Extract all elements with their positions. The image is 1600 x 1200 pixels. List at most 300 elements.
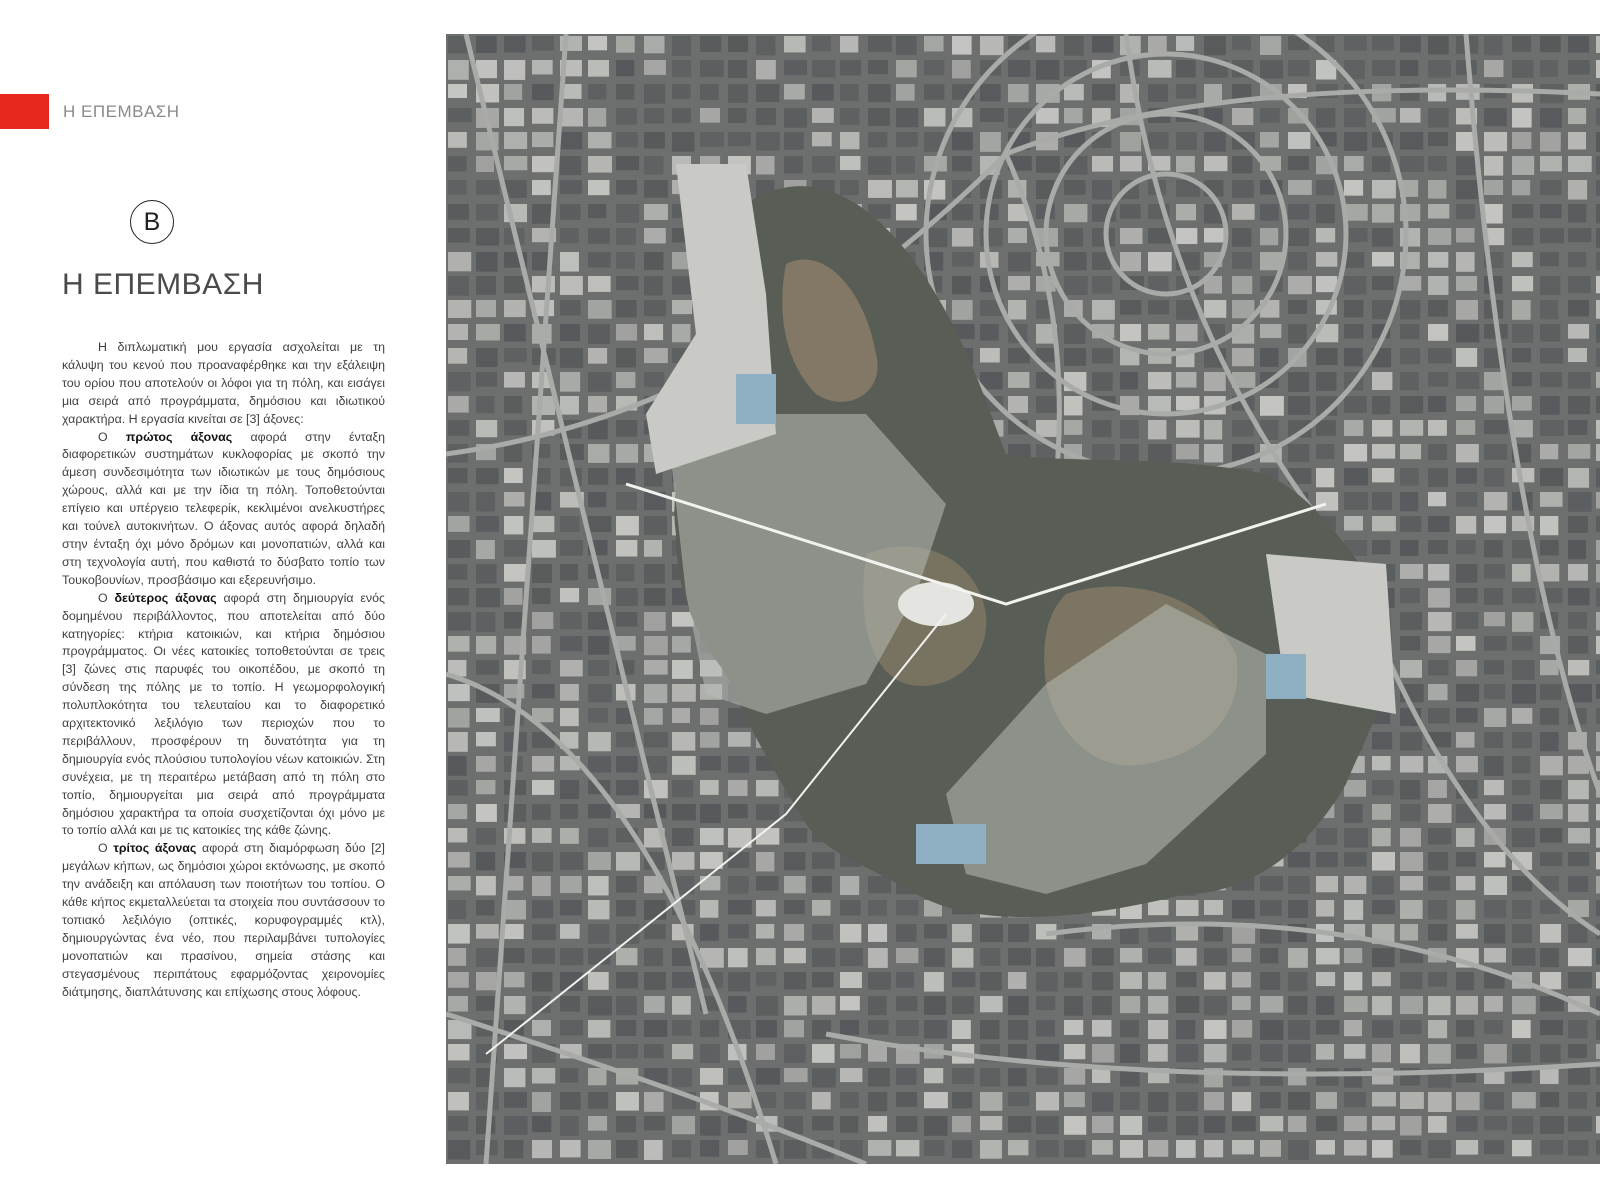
city-block <box>1204 948 1227 966</box>
city-block <box>644 1116 665 1130</box>
paragraph-axis-2: Ο δεύτερος άξονας αφορά στη δημιουργία ενός δομημένου περιβάλλοντος, που αποτελείται από δύο κατηγορίες: κτήρια κατοικιών, και κτήρια δημόσιου προγράμματος. Οι νέες κατοικίες τοποθετούνται σε τρεις [3] ζώνες στις παρυφές του οικοπέδου, με σκοπό τη σύνδεση της πόλης με το τοπίο. Η γεωμορφολογική πολυπλοκότητα του τελευταίου και το διαφορετικό αρχιτεκτονικό λεξιλόγιο των περιοχών που το περιβάλλουν, προσφέρουν τη δυνατότητα για τη δημιουργία ενός πλούσιου τυπολογίου νέων κατοικιών. Στη συνέχεια, με τη περαιτέρω μετάβαση από τη πόλη στο τοπίο, δημιουργείται μια σειρά από προγράμματα δημόσιου χαρακτήρα τα οποία συσχετίζονται όχι μόνο με το τοπίο αλλά και με τις κατοικίες της κάθε ζώνης. <box>62 590 385 838</box>
city-block <box>616 516 639 535</box>
city-block <box>560 300 581 315</box>
city-block <box>1596 732 1600 751</box>
city-block <box>1036 1044 1059 1061</box>
city-block <box>560 564 578 580</box>
city-block <box>504 996 526 1014</box>
city-block <box>1288 876 1310 894</box>
city-block <box>672 132 694 152</box>
city-block <box>1120 1116 1142 1135</box>
city-block <box>1400 516 1421 532</box>
city-block <box>1372 60 1395 76</box>
city-block <box>1148 972 1166 989</box>
city-block <box>476 900 494 915</box>
city-block <box>1092 372 1113 391</box>
city-block <box>644 684 667 703</box>
city-block <box>1316 948 1340 964</box>
city-block <box>1204 156 1227 171</box>
city-block <box>1540 516 1558 535</box>
city-block <box>1568 852 1589 866</box>
city-block <box>1512 348 1531 362</box>
city-block <box>644 708 663 725</box>
city-block <box>504 516 523 534</box>
city-block <box>1596 468 1600 488</box>
city-block <box>476 228 499 246</box>
city-block <box>1596 180 1600 196</box>
city-block <box>616 588 638 606</box>
city-block <box>476 708 500 722</box>
city-block <box>728 756 749 773</box>
city-block <box>1540 156 1562 171</box>
city-block <box>1484 924 1505 944</box>
city-block <box>1204 228 1225 242</box>
city-block <box>1400 924 1418 941</box>
city-block <box>560 228 579 243</box>
city-block <box>1596 564 1600 582</box>
city-block <box>700 1044 720 1063</box>
city-block <box>448 564 467 580</box>
city-block <box>700 84 719 100</box>
city-block <box>1596 900 1600 916</box>
city-block <box>672 780 693 797</box>
city-block <box>1372 468 1394 482</box>
city-block <box>1428 780 1447 798</box>
city-block <box>1232 1092 1251 1111</box>
city-block <box>448 396 469 413</box>
city-block <box>560 108 583 126</box>
city-block <box>1456 828 1475 847</box>
city-block <box>700 780 719 795</box>
city-block <box>1512 36 1531 52</box>
city-block <box>1428 204 1449 219</box>
city-block <box>588 1140 611 1159</box>
city-block <box>1176 396 1199 410</box>
city-block <box>840 1116 858 1133</box>
city-block <box>588 708 608 722</box>
city-block <box>588 684 612 702</box>
city-block <box>616 84 634 100</box>
city-block <box>1512 708 1532 724</box>
city-block <box>1400 156 1424 172</box>
city-block <box>1176 84 1196 99</box>
city-block <box>1456 420 1475 435</box>
city-block <box>1400 540 1418 556</box>
city-block <box>840 84 859 101</box>
city-block <box>1148 1140 1168 1157</box>
city-block <box>728 876 749 894</box>
city-block <box>1512 924 1532 943</box>
city-block <box>532 780 554 795</box>
city-block <box>1484 516 1506 533</box>
city-block <box>896 132 918 147</box>
city-block <box>532 1068 555 1084</box>
city-block <box>700 756 721 770</box>
city-block <box>1316 876 1338 892</box>
city-block <box>1372 828 1391 846</box>
city-block <box>504 1116 528 1135</box>
city-block <box>1344 1044 1366 1059</box>
city-block <box>532 876 551 896</box>
city-block <box>896 1116 917 1132</box>
city-block <box>532 276 555 292</box>
city-block <box>560 612 582 629</box>
city-block <box>1008 396 1028 413</box>
city-block <box>1344 468 1368 485</box>
city-block <box>1540 780 1562 799</box>
city-block <box>1428 828 1451 844</box>
city-block <box>1204 372 1226 391</box>
city-block <box>896 1020 919 1036</box>
city-block <box>672 1140 691 1158</box>
city-block <box>616 156 639 170</box>
city-block <box>728 780 748 796</box>
city-block <box>952 300 973 320</box>
city-block <box>1260 108 1280 123</box>
city-block <box>1568 828 1590 843</box>
city-block <box>1540 684 1561 700</box>
city-block <box>1344 300 1363 317</box>
city-block <box>756 60 776 79</box>
city-block <box>532 180 551 195</box>
city-block <box>1316 108 1335 128</box>
aerial-masterplan-image <box>446 34 1600 1164</box>
city-block <box>448 804 467 819</box>
city-block <box>588 204 606 218</box>
city-block <box>1176 228 1197 244</box>
city-block <box>448 756 467 776</box>
city-block <box>1428 300 1448 317</box>
city-block <box>616 420 637 437</box>
city-block <box>616 1044 638 1058</box>
city-block <box>728 60 747 78</box>
city-block <box>1428 84 1446 101</box>
city-block <box>1428 660 1448 675</box>
city-block <box>1456 372 1479 389</box>
city-block <box>588 348 607 364</box>
city-block <box>1568 924 1587 943</box>
city-block <box>672 972 695 988</box>
city-block <box>1540 492 1563 507</box>
city-block <box>1400 300 1420 319</box>
city-block <box>1596 588 1600 607</box>
city-block <box>1008 1068 1027 1086</box>
city-block <box>1568 636 1588 654</box>
city-block <box>1428 852 1448 870</box>
city-block <box>476 348 498 367</box>
city-block <box>1400 444 1421 459</box>
city-block <box>1064 1092 1085 1107</box>
city-block <box>1260 1044 1283 1062</box>
city-block <box>1372 204 1394 223</box>
city-block <box>504 396 522 413</box>
city-block <box>1540 660 1559 675</box>
city-block <box>1568 1044 1587 1058</box>
city-block <box>504 804 526 822</box>
city-block <box>616 36 635 53</box>
city-block <box>616 228 636 245</box>
city-block <box>1260 396 1284 416</box>
city-block <box>672 684 696 702</box>
city-block <box>1568 780 1589 799</box>
city-block <box>1176 60 1196 78</box>
city-block <box>1428 804 1452 823</box>
city-block <box>1400 492 1418 511</box>
city-block <box>1456 1140 1478 1155</box>
city-block <box>1540 36 1561 52</box>
city-block <box>1092 972 1113 990</box>
city-block <box>1008 1116 1031 1133</box>
city-block <box>644 180 668 198</box>
city-block <box>784 1092 806 1109</box>
city-block <box>1596 204 1600 224</box>
city-block <box>1512 1020 1531 1038</box>
city-block <box>1148 1116 1167 1132</box>
city-block <box>700 60 724 77</box>
city-block <box>672 300 692 314</box>
city-block <box>1372 804 1391 820</box>
city-block <box>1064 1068 1085 1085</box>
city-block <box>448 228 470 243</box>
city-block <box>840 36 858 52</box>
city-block <box>476 468 499 484</box>
city-block <box>868 1116 887 1132</box>
city-block <box>560 156 581 175</box>
city-block <box>1008 1020 1028 1040</box>
city-block <box>1036 396 1058 413</box>
city-block <box>672 108 691 123</box>
city-block <box>672 1020 691 1036</box>
city-block <box>840 156 861 170</box>
city-block <box>644 36 665 53</box>
city-block <box>700 1020 719 1037</box>
city-block <box>1484 708 1506 727</box>
city-block <box>1456 204 1475 219</box>
city-block <box>588 972 609 990</box>
city-block <box>644 132 665 148</box>
city-block <box>812 60 835 77</box>
city-block <box>532 84 554 100</box>
city-block <box>616 780 639 795</box>
city-block <box>952 276 971 294</box>
city-block <box>1344 276 1366 294</box>
city-block <box>616 204 639 223</box>
city-block <box>1092 348 1113 363</box>
city-block <box>924 1020 947 1039</box>
city-block <box>1512 132 1531 149</box>
city-block <box>1232 348 1254 366</box>
city-block <box>700 36 721 52</box>
city-block <box>588 492 606 507</box>
city-block <box>1344 900 1363 920</box>
city-block <box>1568 36 1589 53</box>
city-block <box>616 372 635 388</box>
city-block <box>1260 324 1281 338</box>
city-block <box>1232 948 1251 962</box>
city-block <box>840 1044 861 1058</box>
city-block <box>840 996 860 1010</box>
city-block <box>896 972 914 988</box>
city-block <box>1148 396 1171 412</box>
city-block <box>1204 972 1226 990</box>
city-block <box>1064 996 1083 1016</box>
city-block <box>560 828 579 844</box>
city-block <box>1092 180 1112 199</box>
city-block <box>1288 1068 1306 1085</box>
city-block <box>588 276 611 292</box>
city-block <box>1400 636 1420 650</box>
city-block <box>1372 516 1396 531</box>
city-block <box>1484 468 1504 486</box>
city-block <box>1092 420 1111 437</box>
city-block <box>1484 420 1508 434</box>
city-block <box>728 1092 752 1108</box>
section-marker <box>0 94 49 129</box>
city-block <box>1456 348 1477 367</box>
city-block <box>812 948 835 967</box>
city-block <box>1120 1140 1143 1158</box>
city-block <box>784 972 806 989</box>
city-block <box>1540 420 1564 436</box>
city-block <box>476 924 499 939</box>
city-block <box>532 660 551 674</box>
city-block <box>1204 1044 1227 1062</box>
city-block <box>1568 588 1590 605</box>
city-block <box>1456 1044 1477 1059</box>
city-block <box>1316 1068 1339 1086</box>
city-block <box>1456 588 1478 603</box>
city-block <box>1484 852 1506 867</box>
city-block <box>1036 108 1059 124</box>
city-block <box>1344 492 1368 510</box>
city-block <box>1484 540 1503 557</box>
city-block <box>1484 1020 1503 1034</box>
city-block <box>476 324 500 341</box>
city-block <box>784 948 806 963</box>
city-block <box>1456 468 1477 484</box>
city-block <box>924 1092 948 1108</box>
city-block <box>952 948 973 968</box>
city-block <box>1148 300 1169 314</box>
city-block <box>560 1068 578 1083</box>
city-block <box>1512 276 1533 291</box>
city-block <box>1120 132 1141 151</box>
city-block <box>532 156 556 172</box>
city-block <box>700 828 724 845</box>
city-block <box>1344 1020 1362 1036</box>
city-block <box>1568 876 1588 892</box>
city-block <box>560 1116 579 1136</box>
city-block <box>868 36 892 52</box>
city-block <box>1316 348 1338 365</box>
city-block <box>1512 60 1534 78</box>
city-block <box>1596 372 1600 388</box>
city-block <box>1512 1140 1532 1156</box>
city-block <box>1008 252 1031 271</box>
city-block <box>1008 924 1029 942</box>
city-block <box>1316 228 1335 242</box>
city-block <box>868 180 892 198</box>
city-block <box>672 708 690 723</box>
city-block <box>784 900 805 914</box>
city-block <box>1232 1020 1252 1038</box>
city-block <box>868 108 890 126</box>
city-block <box>1344 324 1364 339</box>
city-block <box>756 1068 780 1085</box>
city-block <box>616 180 637 195</box>
city-block <box>560 204 581 220</box>
city-block <box>532 828 552 843</box>
city-block <box>1596 276 1600 293</box>
city-block <box>644 252 663 270</box>
city-block <box>1484 588 1503 605</box>
city-block <box>560 276 583 295</box>
city-block <box>1232 900 1255 919</box>
city-block <box>784 36 806 52</box>
city-block <box>504 612 524 629</box>
city-block <box>1484 156 1503 176</box>
city-block <box>532 756 554 772</box>
city-block <box>1008 300 1026 319</box>
city-block <box>504 900 526 920</box>
city-block <box>532 972 552 992</box>
city-block <box>1176 420 1200 438</box>
city-block <box>812 1092 831 1109</box>
city-block <box>1540 564 1559 581</box>
axis-2-term: δεύτερος άξονας <box>114 590 217 605</box>
city-block <box>1596 948 1600 965</box>
city-block <box>672 804 696 820</box>
city-block <box>560 636 582 651</box>
city-block <box>448 1092 469 1110</box>
city-block <box>448 252 471 271</box>
city-block <box>1456 924 1478 939</box>
city-block <box>1456 900 1475 920</box>
city-block <box>1344 996 1368 1012</box>
city-block <box>1428 708 1450 724</box>
city-block <box>1288 996 1308 1015</box>
city-block <box>448 348 467 364</box>
city-block <box>1176 444 1199 459</box>
city-block <box>1512 228 1533 245</box>
city-block <box>700 732 719 748</box>
city-block <box>1428 276 1448 295</box>
city-block <box>1400 660 1422 678</box>
city-block <box>560 348 583 368</box>
city-block <box>1372 228 1393 247</box>
paragraph-axis-3: Ο τρίτος άξονας αφορά στη διαμόρφωση δύο [2] μεγάλων κήπων, ως δημόσιοι χώροι εκτόνωσης, με σκοπό την ανάδειξη και απόλαυση των ποιοτήτων του τοπίου. Ο κάθε κήπος εκμεταλλεύεται τα στοιχεία που συντάσσουν το τοπιακό λεξιλόγιο (οπτικές, κορυφογραμμές κτλ), δημιουργώντας ένα νέο, που περιλαμβάνει τυπολογίες μονοπατιών και πρασίνου, σημεία στάσης και στεγασμένους περιπάτους εφαρμόζοντας χειρονομίες διάτμησης, διαπλάτυνσης και επίχωσης στους λόφους. <box>62 841 385 999</box>
city-block <box>1344 348 1363 366</box>
city-block <box>728 132 751 146</box>
city-block <box>1428 228 1451 245</box>
city-block <box>1288 324 1307 344</box>
city-block <box>1568 468 1589 488</box>
city-block <box>952 204 973 220</box>
city-block <box>1484 996 1503 1012</box>
city-block <box>1512 180 1530 195</box>
city-block <box>1596 156 1600 175</box>
city-block <box>1484 492 1507 510</box>
page-title: Η ΕΠΕΜΒΑΣΗ <box>62 268 264 301</box>
city-block <box>1596 348 1600 367</box>
city-block <box>504 36 526 52</box>
city-block <box>1428 876 1450 891</box>
city-block <box>1064 1116 1086 1135</box>
city-block <box>560 180 582 194</box>
city-block <box>1540 804 1563 819</box>
city-block <box>1456 156 1475 175</box>
city-block <box>1568 948 1592 966</box>
